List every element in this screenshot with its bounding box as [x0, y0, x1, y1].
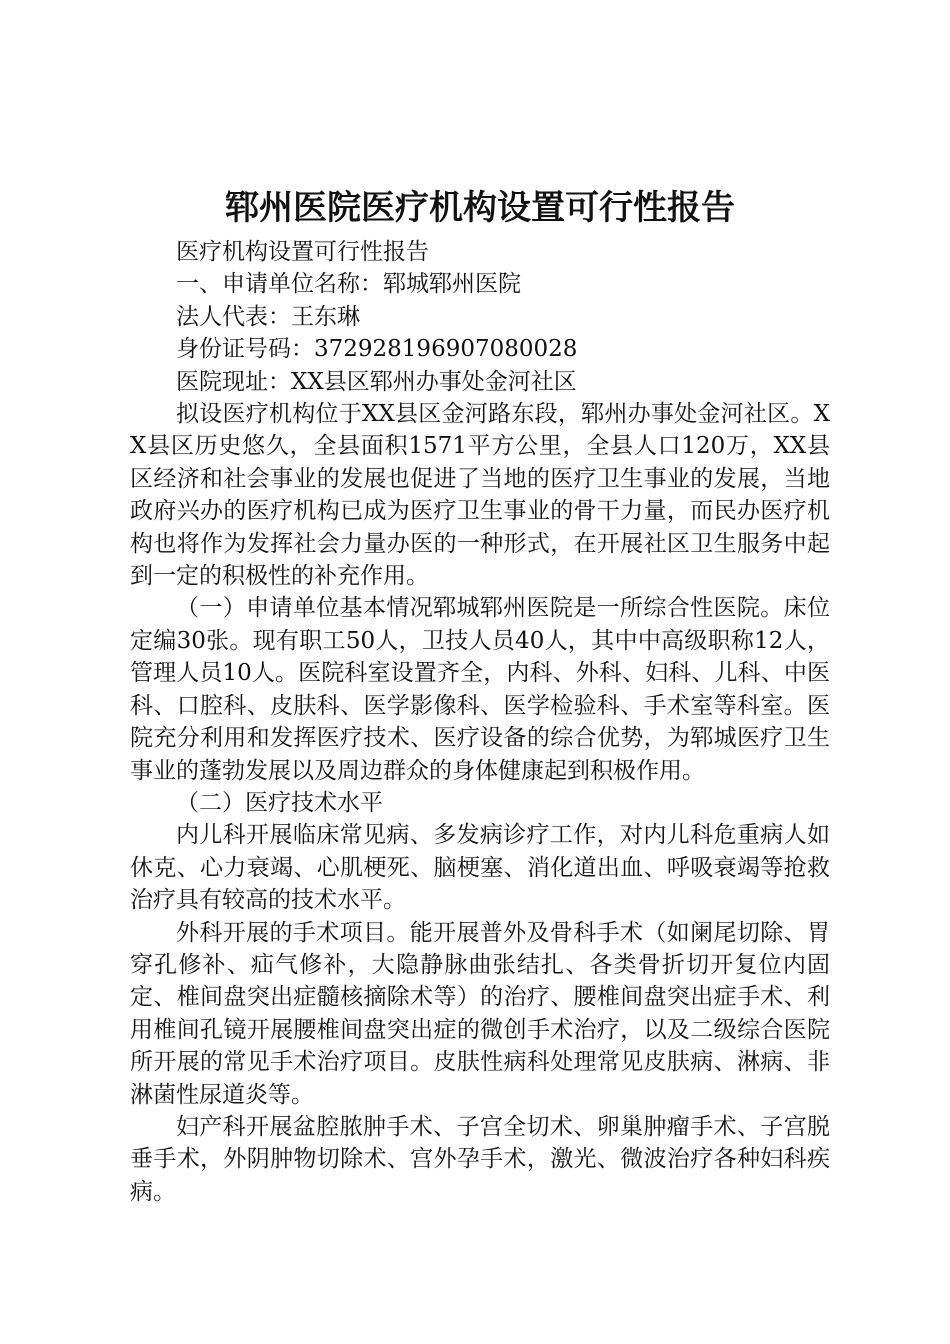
paragraph-section-heading: （二）医疗技术水平 [176, 789, 383, 816]
paragraph-surgery: 外科开展的手术项目。能开展普外及骨科手术（如阑尾切除、胃穿孔修补、疝气修补，大隐静脉曲张结扎、各类骨折切开复位内固定、椎间盘突出症髓核摘除术等）的治疗、腰椎间盘突出症手术、利用椎间孔镜开展腰椎间盘突出症的微创手术治疗，以及二级综合医院所开展的常见手术治疗项目。皮肤性病科处理常见皮肤病、淋病、非淋菌性尿道炎等。 [130, 919, 830, 1108]
document-title: 郓州医院医疗机构设置可行性报告 [225, 188, 735, 228]
paragraph-applicant-name: 一、申请单位名称：郓城郓州医院 [176, 271, 521, 298]
paragraph-hospital-address: 医院现址：XX县区郓州办事处金河社区 [176, 368, 577, 395]
paragraph-internal-pediatrics: 内儿科开展临床常见病、多发病诊疗工作，对内儿科危重病人如休克、心力衰竭、心肌梗死、脑梗塞、消化道出血、呼吸衰竭等抢救治疗具有较高的技术水平。 [130, 822, 830, 914]
paragraph-gynecology: 妇产科开展盆腔脓肿手术、子宫全切术、卵巢肿瘤手术、子宫脱垂手术，外阴肿物切除术、宫外孕手术，激光、微波治疗各种妇科疾病。 [130, 1113, 830, 1205]
paragraph-basic-info: （一）申请单位基本情况郓城郓州医院是一所综合性医院。床位定编30张。现有职工50人，卫技人员40人，其中中高级职称12人，管理人员10人。医院科室设置齐全，内科、外科、妇科、儿科、中医科、口腔科、皮肤科、医学影像科、医学检验科、手术室等科室。医院充分利用和发挥医疗技术、医疗设备的综合优势，为郓城医疗卫生事业的蓬勃发展以及周边群众的身体健康起到积极作用。 [130, 595, 830, 784]
document-body [130, 236, 830, 1208]
paragraph-legal-representative: 法人代表：王东琳 [176, 303, 360, 330]
paragraph-proposed-location: 拟设医疗机构位于XX县区金河路东段，郓州办事处金河社区。XX县区历史悠久，全县面积1571平方公里，全县人口120万，XX县区经济和社会事业的发展也促进了当地的医疗卫生事业的发展，当地政府兴办的医疗机构已成为医疗卫生事业的骨干力量，而民办医疗机构也将作为发挥社会力量办医的一种形式，在开展社区卫生服务中起到一定的积极性的补充作用。 [130, 401, 830, 590]
paragraph-id-number: 身份证号码：372928196907080028 [176, 336, 578, 363]
paragraph-subtitle: 医疗机构设置可行性报告 [176, 239, 429, 265]
